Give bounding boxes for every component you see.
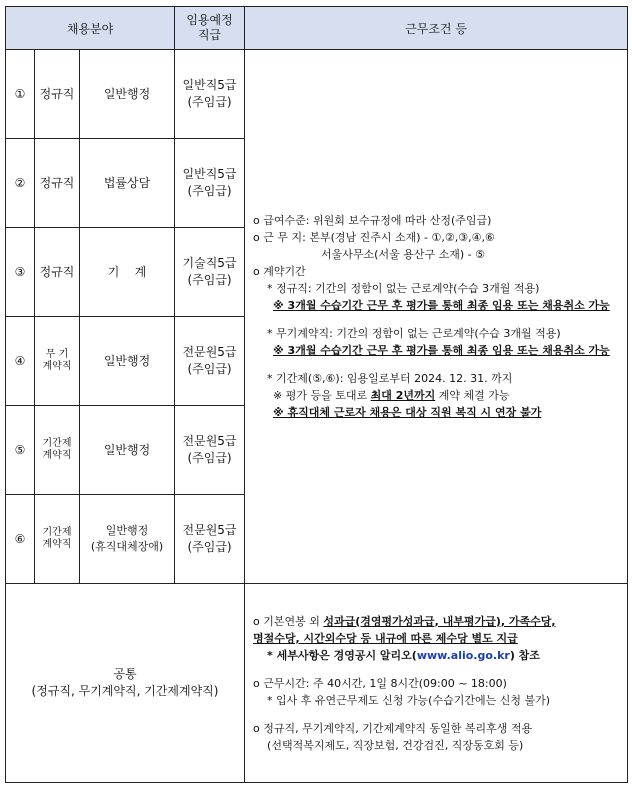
regular-contract-text: * 정규직: 기간의 정함이 없는 근로계약(수습 3개월 적용) xyxy=(267,282,540,295)
row-number: ③ xyxy=(6,228,35,317)
row-number: ⑥ xyxy=(6,495,35,584)
location-text-2: 서울사무소(서울 용산구 소재) - ⑤ xyxy=(321,248,485,261)
benefit-bold-1: 성과급(경영평가성과급, 내부평가급), 가족수당, xyxy=(323,614,556,628)
regular-probation-note: ※ 3개월 수습기간 근무 후 평가를 통해 최종 임용 또는 채용취소 가능 xyxy=(273,299,610,312)
detail-post: ) 참조 xyxy=(509,648,540,662)
employment-type: 무 기 계약직 xyxy=(35,317,80,406)
detail-text xyxy=(253,647,621,664)
period-heading: o 계약기간 xyxy=(253,265,306,278)
job-grade: 전문원5급 (주임급) xyxy=(175,406,245,495)
work-conditions xyxy=(245,50,628,584)
employment-type: 정규직 xyxy=(35,50,80,139)
alio-link[interactable]: www.alio.go.kr xyxy=(416,648,510,662)
indefinite-contract-text: * 무기계약직: 기간의 정함이 없는 근로계약(수습 3개월 적용) xyxy=(267,327,561,340)
welfare-detail: (선택적복지제도, 직장보험, 건강검진, 직장동호회 등) xyxy=(267,738,524,752)
detail-pre: * 세부사항은 경영공시 알리오( xyxy=(267,648,417,662)
job-field: 일반행정 xyxy=(80,50,175,139)
hours-note: * 입사 후 유연근무제도 신청 가능(수습기간에는 신청 불가) xyxy=(267,693,550,707)
common-row xyxy=(6,584,628,783)
job-grade: 기술직5급 (주임급) xyxy=(175,228,245,317)
job-field: 일반행정 xyxy=(80,406,175,495)
fixed-term-note-bold: 최대 2년까지 xyxy=(370,389,436,402)
conditions-header: 근무조건 등 xyxy=(245,7,628,50)
hours-text: o 근무시간: 주 40시간, 1일 8시간(09:00 ~ 18:00) xyxy=(253,676,507,690)
location-text: o 근 무 지: 본부(경남 진주시 소재) - ①,②,③,④,⑥ xyxy=(253,231,495,244)
job-field: 법률상담 xyxy=(80,139,175,228)
common-conditions xyxy=(245,584,628,783)
row-number: ④ xyxy=(6,317,35,406)
employment-type: 정규직 xyxy=(35,228,80,317)
fixed-term-note xyxy=(253,387,621,404)
fixed-term-note-pre: ※ 평가 등을 토대로 xyxy=(273,389,371,402)
indefinite-probation-note: ※ 3개월 수습기간 근무 후 평가를 통해 최종 임용 또는 채용취소 가능 xyxy=(273,344,610,357)
pay-text: o 급여수준: 위원회 보수규정에 따라 산정(주임급) xyxy=(253,214,492,227)
benefit-pre: o 기본연봉 외 xyxy=(253,614,324,628)
common-label-cell xyxy=(6,584,245,783)
employment-type: 기간제 계약직 xyxy=(35,406,80,495)
row-number: ② xyxy=(6,139,35,228)
job-field: 일반행정 xyxy=(80,317,175,406)
job-field: 일반행정 (휴직대체장애) xyxy=(80,495,175,584)
recruitment-table xyxy=(5,6,628,783)
grade-header: 임용예정 직급 xyxy=(175,7,245,50)
header-row xyxy=(6,7,628,50)
substitute-worker-note: ※ 휴직대체 근로자 채용은 대상 직원 복직 시 연장 불가 xyxy=(273,406,542,419)
common-label: 공통 xyxy=(113,667,137,681)
benefit-text xyxy=(253,613,621,630)
fixed-term-note-post: 계약 체결 가능 xyxy=(435,389,510,402)
common-sub: (정규직, 무기계약직, 기간제계약직) xyxy=(31,684,219,698)
row-number: ① xyxy=(6,50,35,139)
job-grade: 전문원5급 (주임급) xyxy=(175,317,245,406)
employment-type: 기간제 계약직 xyxy=(35,495,80,584)
job-field: 기 계 xyxy=(80,228,175,317)
job-grade: 일반직5급 (주임급) xyxy=(175,139,245,228)
benefit-bold-2: 명절수당, 시간외수당 등 내규에 따른 제수당 별도 지급 xyxy=(253,631,518,645)
employment-type: 정규직 xyxy=(35,139,80,228)
row-number: ⑤ xyxy=(6,406,35,495)
field-header: 채용분야 xyxy=(6,7,175,50)
job-grade: 전문원5급 (주임급) xyxy=(175,495,245,584)
welfare-text: o 정규직, 무기계약직, 기간제계약직 동일한 복리후생 적용 xyxy=(253,721,533,735)
fixed-term-text: * 기간제(⑤,⑥): 임용일로부터 2024. 12. 31. 까지 xyxy=(267,372,513,385)
table-row xyxy=(6,50,628,139)
job-grade: 일반직5급 (주임급) xyxy=(175,50,245,139)
